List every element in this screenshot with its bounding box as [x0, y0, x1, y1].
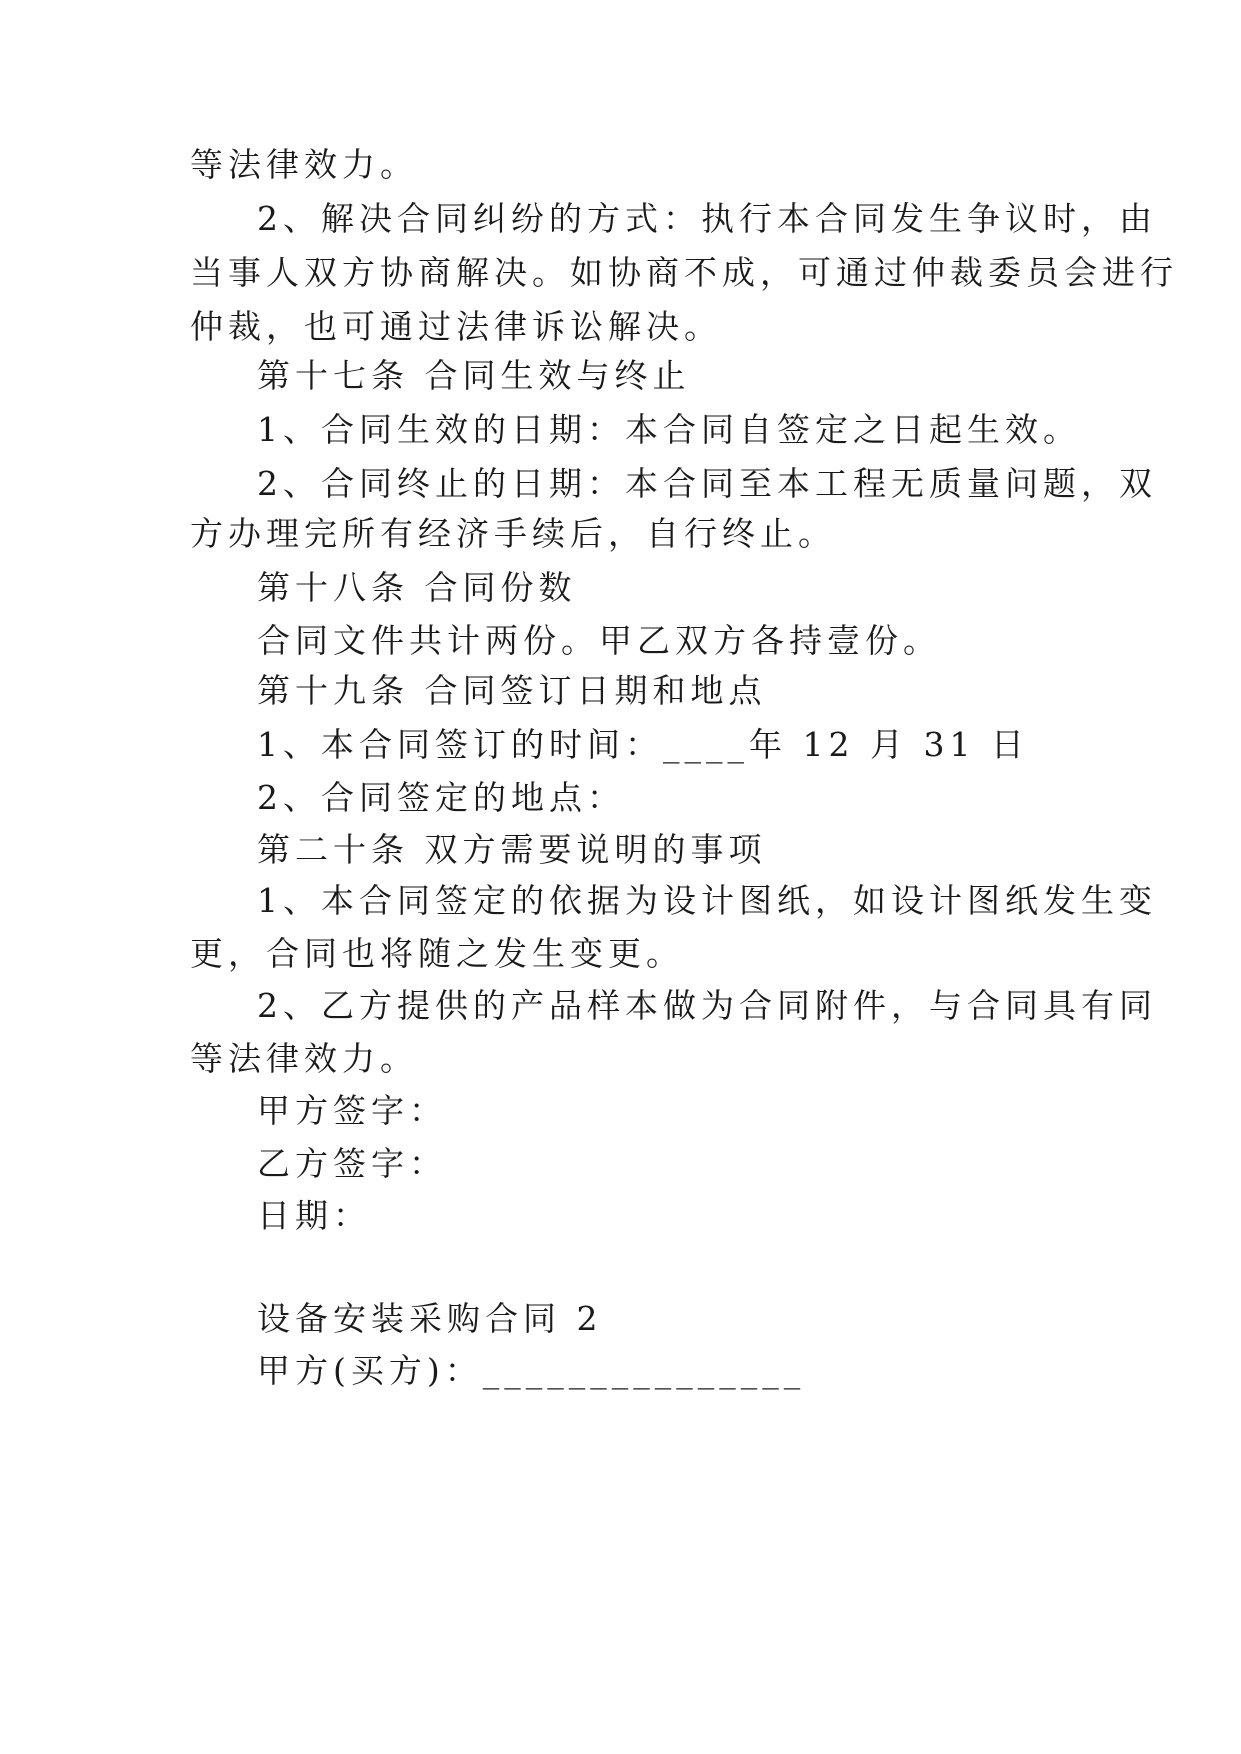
party-a-label: 甲方(买方)：_______________ [257, 1351, 806, 1390]
paragraph-line: 更，合同也将随之发生变更。 [190, 934, 684, 973]
contract-title: 设备安装采购合同 2 [257, 1299, 603, 1338]
paragraph-line: 当事人双方协商解决。如协商不成，可通过仲裁委员会进行 [190, 253, 1178, 292]
paragraph-line: 2、合同签定的地点： [257, 778, 625, 817]
article-heading: 第十九条 合同签订日期和地点 [257, 671, 767, 710]
signature-label: 甲方签字： [257, 1091, 447, 1130]
paragraph-line: 等法律效力。 [190, 1039, 418, 1078]
paragraph-line: 仲裁，也可通过法律诉讼解决。 [190, 307, 722, 346]
signature-label: 乙方签字： [257, 1144, 447, 1183]
article-heading: 第十八条 合同份数 [257, 568, 577, 607]
paragraph-line: 2、乙方提供的产品样本做为合同附件，与合同具有同 [257, 986, 1157, 1025]
paragraph-line: 1、合同生效的日期：本合同自签定之日起生效。 [257, 410, 1081, 449]
paragraph-line: 1、本合同签订的时间：____年 12 月 31 日 [257, 725, 1029, 764]
paragraph-line: 1、本合同签定的依据为设计图纸，如设计图纸发生变 [257, 881, 1157, 920]
date-label: 日期： [257, 1196, 371, 1235]
paragraph-line: 方办理完所有经济手续后，自行终止。 [190, 514, 836, 553]
paragraph-line: 2、解决合同纠纷的方式：执行本合同发生争议时，由 [257, 199, 1157, 238]
paragraph-line: 等法律效力。 [190, 145, 418, 184]
paragraph-line: 2、合同终止的日期：本合同至本工程无质量问题，双 [257, 464, 1157, 503]
article-heading: 第二十条 双方需要说明的事项 [257, 830, 767, 869]
paragraph-line: 合同文件共计两份。甲乙双方各持壹份。 [257, 621, 941, 660]
article-heading: 第十七条 合同生效与终止 [257, 356, 691, 395]
